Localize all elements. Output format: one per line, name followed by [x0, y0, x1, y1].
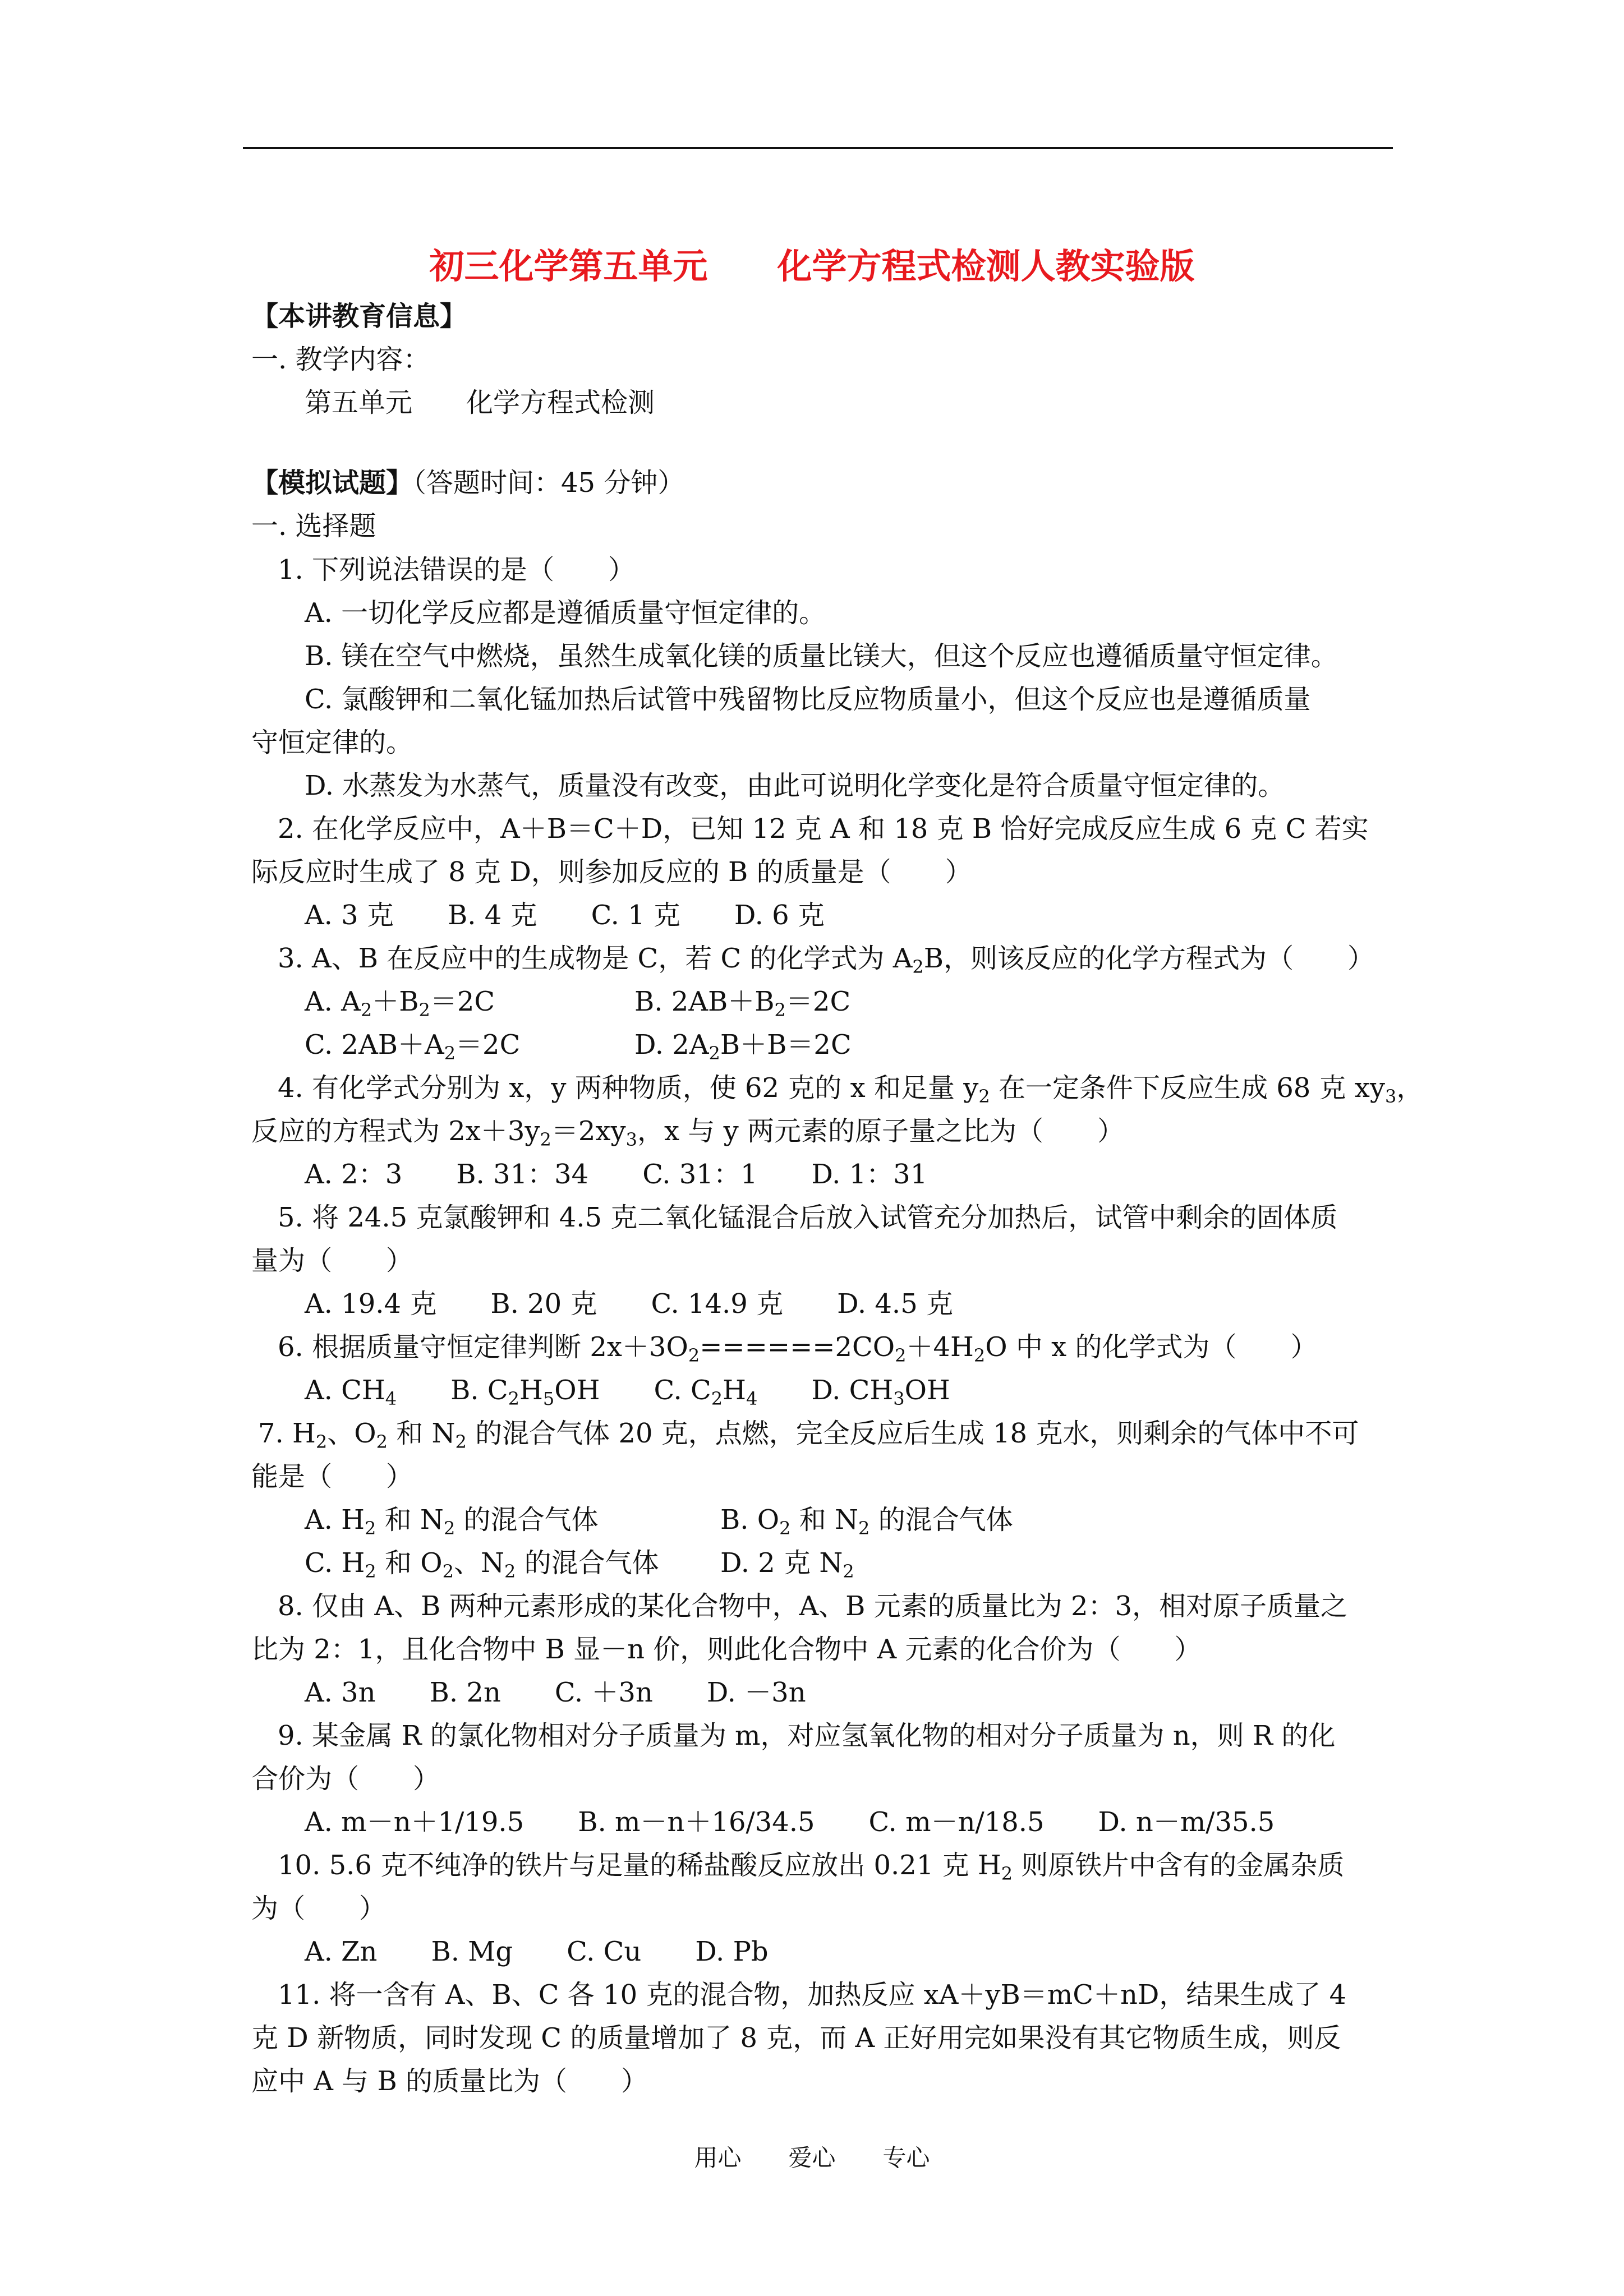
- q3c-t2: ＝2C: [456, 1029, 521, 1061]
- q7-option-b: [720, 1502, 1013, 1538]
- q7-s3: 2: [455, 1431, 467, 1453]
- question-5-cont: 量为（ ）: [251, 1245, 413, 1276]
- section-choice-heading: 一. 选择题: [251, 510, 376, 542]
- q6c: C. C: [654, 1375, 711, 1406]
- q7a-s2: 2: [443, 1518, 456, 1539]
- q6b-s1: 2: [508, 1388, 520, 1409]
- q6b-3: OH: [554, 1375, 600, 1406]
- q6-t3: ＋4H: [906, 1331, 974, 1363]
- question-2-cont: 际反应时生成了 8 克 D，则参加反应的 B 的质量是（ ）: [251, 856, 972, 888]
- teach-content: 第五单元 化学方程式检测: [305, 387, 655, 418]
- q4c-t1: 反应的方程式为 2x＋3y: [251, 1115, 540, 1147]
- q6c-2: H: [723, 1375, 746, 1406]
- q6a: A. CH: [305, 1375, 385, 1406]
- page-title: 初三化学第五单元 化学方程式检测人教实验版: [429, 246, 1195, 287]
- info-header: 【本讲教育信息】: [251, 301, 467, 332]
- q7-option-d: [720, 1545, 854, 1581]
- q3-text: 3. A、B 在反应中的生成物是 C，若 C 的化学式为 A: [278, 943, 913, 974]
- q10-s1: 2: [1001, 1863, 1013, 1884]
- q7a-t3: 的混合气体: [455, 1504, 599, 1536]
- q6-t2: ======2CO: [700, 1331, 895, 1363]
- q7c-t1: C. H: [305, 1547, 365, 1579]
- q3-text-end: B，则该反应的化学方程式为（ ）: [923, 943, 1375, 974]
- q3b-s1: 2: [774, 999, 786, 1021]
- q4-t2: 在一定条件下反应生成 68 克 xy: [990, 1072, 1385, 1104]
- q10-t1: 10. 5.6 克不纯净的铁片与足量的稀盐酸反应放出 0.21 克 H: [278, 1850, 1001, 1881]
- q3a-s1: 2: [360, 999, 372, 1021]
- q7d-s1: 2: [843, 1561, 854, 1582]
- q4c-t3: ，x 与 y 两元素的原子量之比为（ ）: [637, 1115, 1124, 1147]
- q7b-t3: 的混合气体: [869, 1504, 1013, 1536]
- q7-t1: 7. H: [258, 1418, 316, 1449]
- q3-sub: 2: [912, 956, 924, 978]
- q10-options: A. Zn B. Mg C. Cu D. Pb: [305, 1936, 769, 1967]
- exam-time: （答题时间：45 分钟）: [413, 467, 685, 499]
- q7c-t4: 的混合气体: [516, 1547, 659, 1579]
- q7b-s1: 2: [779, 1518, 791, 1539]
- q3-option-a: [305, 984, 495, 1020]
- q4-options: A. 2：3 B. 31：34 C. 31：1 D. 1：31: [305, 1159, 928, 1190]
- question-7: [258, 1416, 1359, 1451]
- q7-s2: 2: [376, 1431, 388, 1453]
- q2-options: A. 3 克 B. 4 克 C. 1 克 D. 6 克: [305, 900, 825, 931]
- question-4: [278, 1070, 1423, 1106]
- q3c-t1: C. 2AB＋A: [305, 1029, 444, 1061]
- q1-option-d: D. 水蒸发为水蒸气，质量没有改变，由此可说明化学变化是符合质量守恒定律的。: [305, 770, 1285, 801]
- q7c-t2: 和 O: [376, 1547, 443, 1579]
- question-10-cont: 为（ ）: [251, 1893, 387, 1924]
- q7a-t2: 和 N: [376, 1504, 444, 1536]
- page-footer: 用心 爱心 专心: [694, 2144, 930, 2171]
- q6-s3: 2: [973, 1345, 986, 1366]
- q1-option-b: B. 镁在空气中燃烧，虽然生成氧化镁的质量比镁大，但这个反应也遵循质量守恒定律。: [305, 640, 1338, 672]
- q6d-2: OH: [904, 1375, 950, 1406]
- q6-s2: 2: [895, 1345, 907, 1366]
- exam-bold-label: 【模拟试题】: [251, 467, 413, 499]
- q4c-s2: 3: [625, 1129, 637, 1150]
- q3-option-c: [305, 1027, 520, 1063]
- q7a-s1: 2: [365, 1518, 376, 1539]
- q4c-t2: ＝2xy: [551, 1115, 626, 1147]
- q7c-s1: 2: [365, 1561, 376, 1582]
- q4-t1: 4. 有化学式分别为 x，y 两种物质，使 62 克的 x 和足量 y: [278, 1072, 979, 1104]
- question-9-cont: 合价为（ ）: [251, 1763, 440, 1795]
- question-4-cont: [251, 1113, 1124, 1149]
- q1-option-a: A. 一切化学反应都是遵循质量守恒定律的。: [305, 597, 826, 629]
- question-2: 2. 在化学反应中，A＋B＝C＋D，已知 12 克 A 和 18 克 B 恰好完成反应生成 6 克 C 若实: [278, 813, 1369, 845]
- question-8: 8. 仅由 A、B 两种元素形成的某化合物中，A、B 元素的质量比为 2：3，相对原子质量之: [278, 1590, 1348, 1622]
- q7b-t2: 和 N: [790, 1504, 859, 1536]
- q7a-t1: A. H: [305, 1504, 365, 1536]
- q6-s1: 2: [688, 1345, 700, 1366]
- q6-t4: O 中 x 的化学式为（ ）: [985, 1331, 1318, 1363]
- q6-options: [305, 1372, 950, 1408]
- q6d: D. CH: [811, 1375, 894, 1406]
- question-11-cont: 克 D 新物质，同时发现 C 的质量增加了 8 克，而 A 正好用完如果没有其它物质生成，则反: [251, 2022, 1341, 2054]
- q4-s2: 3: [1385, 1086, 1397, 1107]
- q7-option-c: [305, 1545, 659, 1581]
- q3a-t3: ＝2C: [430, 986, 495, 1017]
- q3-option-d: [634, 1027, 852, 1063]
- q10-t2: 则原铁片中含有的金属杂质: [1013, 1850, 1345, 1881]
- q4c-s1: 2: [540, 1129, 551, 1150]
- q3d-s1: 2: [709, 1043, 720, 1064]
- q7c-s2: 2: [442, 1561, 454, 1582]
- q7b-s2: 2: [858, 1518, 870, 1539]
- q3a-s2: 2: [418, 999, 430, 1021]
- header-rule: [243, 147, 1393, 149]
- q1-option-c-cont: 守恒定律的。: [251, 727, 413, 758]
- question-8-cont: 比为 2：1，且化合物中 B 显－n 价，则此化合物中 A 元素的化合价为（ ）: [251, 1634, 1202, 1665]
- q3a-t1: A. A: [305, 986, 361, 1017]
- q9-options: A. m－n＋1/19.5 B. m－n＋16/34.5 C. m－n/18.5 D. n－m/35.5: [305, 1806, 1275, 1838]
- question-7-cont: 能是（ ）: [251, 1461, 413, 1492]
- question-1: 1. 下列说法错误的是（ ）: [278, 554, 636, 585]
- q7b-t1: B. O: [720, 1504, 780, 1536]
- q7c-s3: 2: [504, 1561, 516, 1582]
- question-5: 5. 将 24.5 克氯酸钾和 4.5 克二氧化锰混合后放入试管充分加热后，试管中剩余的固体质: [278, 1202, 1338, 1233]
- q7c-t3: 、N: [453, 1547, 504, 1579]
- exam-header: [251, 465, 684, 501]
- q6a-s: 4: [385, 1388, 397, 1409]
- q7-t4: 的混合气体 20 克，点燃，完全反应后生成 18 克水，则剩余的气体中不可: [466, 1418, 1359, 1449]
- q6c-s2: 4: [746, 1388, 758, 1409]
- q8-options: A. 3n B. 2n C. ＋3n D. －3n: [305, 1677, 806, 1708]
- q3d-t2: B＋B＝2C: [720, 1029, 852, 1061]
- q7-t3: 和 N: [388, 1418, 456, 1449]
- teach-heading: 一. 教学内容：: [251, 344, 430, 375]
- q6d-s: 3: [893, 1388, 905, 1409]
- question-10: [278, 1847, 1344, 1883]
- question-9: 9. 某金属 R 的氯化物相对分子质量为 m，对应氢氧化物的相对分子质量为 n，则 R 的化: [278, 1720, 1336, 1751]
- question-11: 11. 将一含有 A、B、C 各 10 克的混合物，加热反应 xA＋yB＝mC＋nD，结果生成了 4: [278, 1979, 1347, 2011]
- q3d-t1: D. 2A: [634, 1029, 709, 1061]
- q6b-s2: 5: [542, 1388, 555, 1409]
- q3-option-b: [634, 984, 850, 1020]
- q6-t1: 6. 根据质量守恒定律判断 2x＋3O: [278, 1331, 688, 1363]
- q6b-2: H: [519, 1375, 543, 1406]
- q5-options: A. 19.4 克 B. 20 克 C. 14.9 克 D. 4.5 克: [305, 1288, 953, 1320]
- q6c-s1: 2: [711, 1388, 723, 1409]
- question-11-cont2: 应中 A 与 B 的质量比为（ ）: [251, 2066, 648, 2097]
- q3a-t2: ＋B: [372, 986, 419, 1017]
- q7-s1: 2: [315, 1431, 328, 1453]
- q7-t2: 、O: [327, 1418, 376, 1449]
- q3b-t1: B. 2AB＋B: [634, 986, 775, 1017]
- question-3: [278, 940, 1374, 976]
- q6b: B. C: [450, 1375, 508, 1406]
- q3b-t2: ＝2C: [785, 986, 851, 1017]
- question-6: [278, 1329, 1317, 1365]
- q1-option-c: C. 氯酸钾和二氧化锰加热后试管中残留物比反应物质量小，但这个反应也是遵循质量: [305, 684, 1311, 715]
- q4-s1: 2: [978, 1086, 990, 1107]
- q4-t3: ，: [1396, 1072, 1424, 1104]
- q3c-s1: 2: [444, 1043, 456, 1064]
- q7-option-a: [305, 1502, 599, 1538]
- q7d-t1: D. 2 克 N: [720, 1547, 843, 1579]
